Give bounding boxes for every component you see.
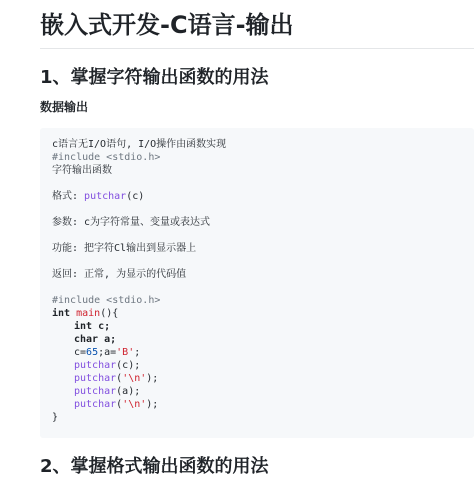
title-divider [40,48,474,49]
putchar-fn: putchar [74,373,117,384]
call-open: ( [116,399,123,410]
newline-literal: '\n' [122,399,147,410]
putchar-fn: putchar [84,191,127,202]
int-keyword: int [52,308,71,319]
code-close-brace: } [52,412,59,423]
page-title: 嵌入式开发-C语言-输出 [40,11,294,39]
code-putchar-newline-line-2 [52,398,226,411]
call-arg-a: (a); [116,386,141,397]
format-arg: (c) [126,191,145,202]
code-blank-line [52,203,226,216]
assign-end: ; [134,347,141,358]
code-putchar-c-line [52,359,226,372]
code-returns-line: 返回: 正常, 为显示的代码值 [52,269,187,280]
section-heading-char-output: 1、掌握字符输出函数的用法 [40,67,269,88]
code-comment-char-output: 字符输出函数 [52,165,112,176]
code-main-line [52,307,226,320]
section-heading-format-output: 2、掌握格式输出函数的用法 [40,456,269,477]
code-params-line: 参数: c为字符常量、变量或表达式 [52,217,211,228]
code-function-line: 功能: 把字符Cl输出到显示器上 [52,243,197,254]
putchar-fn: putchar [74,360,117,371]
code-assign-line [52,346,226,359]
code-blank-line [52,281,226,294]
putchar-fn: putchar [74,386,117,397]
code-decl-c-line [52,320,226,333]
code-putchar-newline-line [52,372,226,385]
code-blank-line [52,229,226,242]
code-blank-line [52,255,226,268]
code-comment-io: c语言无I/O语句, I/O操作由函数实现 [52,139,227,150]
code-content [52,138,226,424]
main-fn: main [76,308,101,319]
assign-num: 65 [86,347,99,358]
code-block[interactable] [40,128,474,438]
call-close: ); [146,373,159,384]
decl-a: char a; [74,334,117,345]
call-open: ( [116,373,123,384]
format-label: 格式: [52,191,85,202]
call-close: ); [146,399,159,410]
code-decl-a-line [52,333,226,346]
assign-prefix: c= [74,347,87,358]
assign-mid: ;a= [98,347,117,358]
main-tail: (){ [100,308,119,319]
decl-c: int c; [74,321,111,332]
code-include-2: #include <stdio.h> [52,295,161,306]
code-include-1: #include <stdio.h> [52,152,161,163]
putchar-fn: putchar [74,399,117,410]
code-format-line [52,190,226,203]
assign-char: 'B' [116,347,135,358]
newline-literal: '\n' [122,373,147,384]
subheading-data-output: 数据输出 [40,100,89,114]
code-putchar-a-line [52,385,226,398]
call-arg-c: (c); [116,360,141,371]
code-blank-line [52,177,226,190]
